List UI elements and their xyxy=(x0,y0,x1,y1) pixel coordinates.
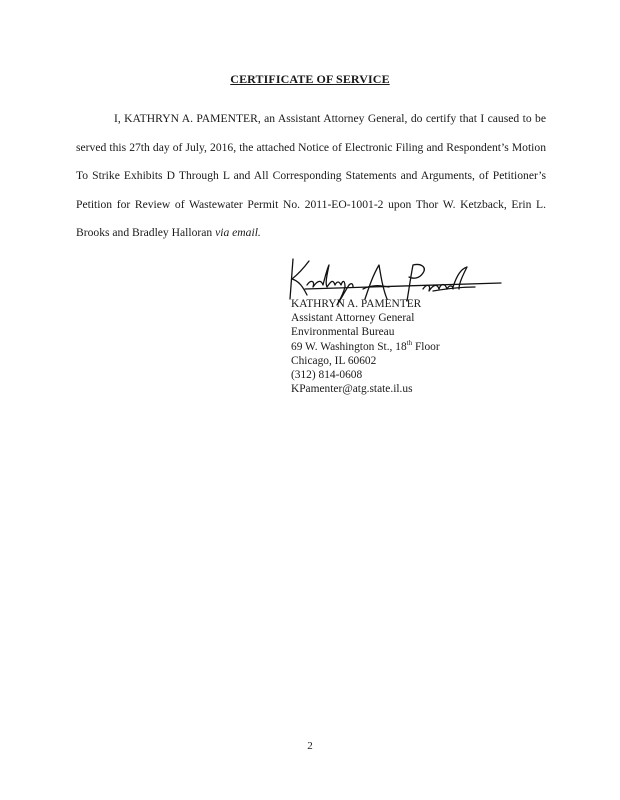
signatory-phone: (312) 814-0608 xyxy=(291,369,363,382)
certificate-body xyxy=(76,105,546,248)
signatory-bureau: Environmental Bureau xyxy=(291,326,395,339)
certificate-body-text: I, KATHRYN A. PAMENTER, an Assistant Attorney General, do certify that I caused to be served this 27th day of July, 2016, the attached Notice of Electronic Filing and Respondent’s Motion To Strike Exhibits D Through L and All Corresponding Statements and Arguments, of Petitioner’s Petition for Review of Wastewater Permit No. 2011-EO-1001-2 upon Thor W. Ketzback, Erin L. Brooks and Bradley Halloran xyxy=(76,112,546,240)
page-number: 2 xyxy=(307,740,313,752)
address-street-text: 69 W. Washington St., 18 xyxy=(291,340,407,353)
signatory-email: KPamenter@atg.state.il.us xyxy=(291,383,413,396)
signatory-address-city: Chicago, IL 60602 xyxy=(291,354,377,367)
signatory-name: KATHRYN A. PAMENTER xyxy=(291,298,422,310)
signatory-title: Assistant Attorney General xyxy=(291,312,415,325)
signatory-address-street xyxy=(291,340,440,354)
address-floor-superscript: th xyxy=(406,338,413,347)
via-email-text: via email. xyxy=(215,226,261,240)
address-floor-text: Floor xyxy=(412,340,440,353)
signature-block xyxy=(291,297,440,396)
page-title: CERTIFICATE OF SERVICE xyxy=(230,72,390,86)
